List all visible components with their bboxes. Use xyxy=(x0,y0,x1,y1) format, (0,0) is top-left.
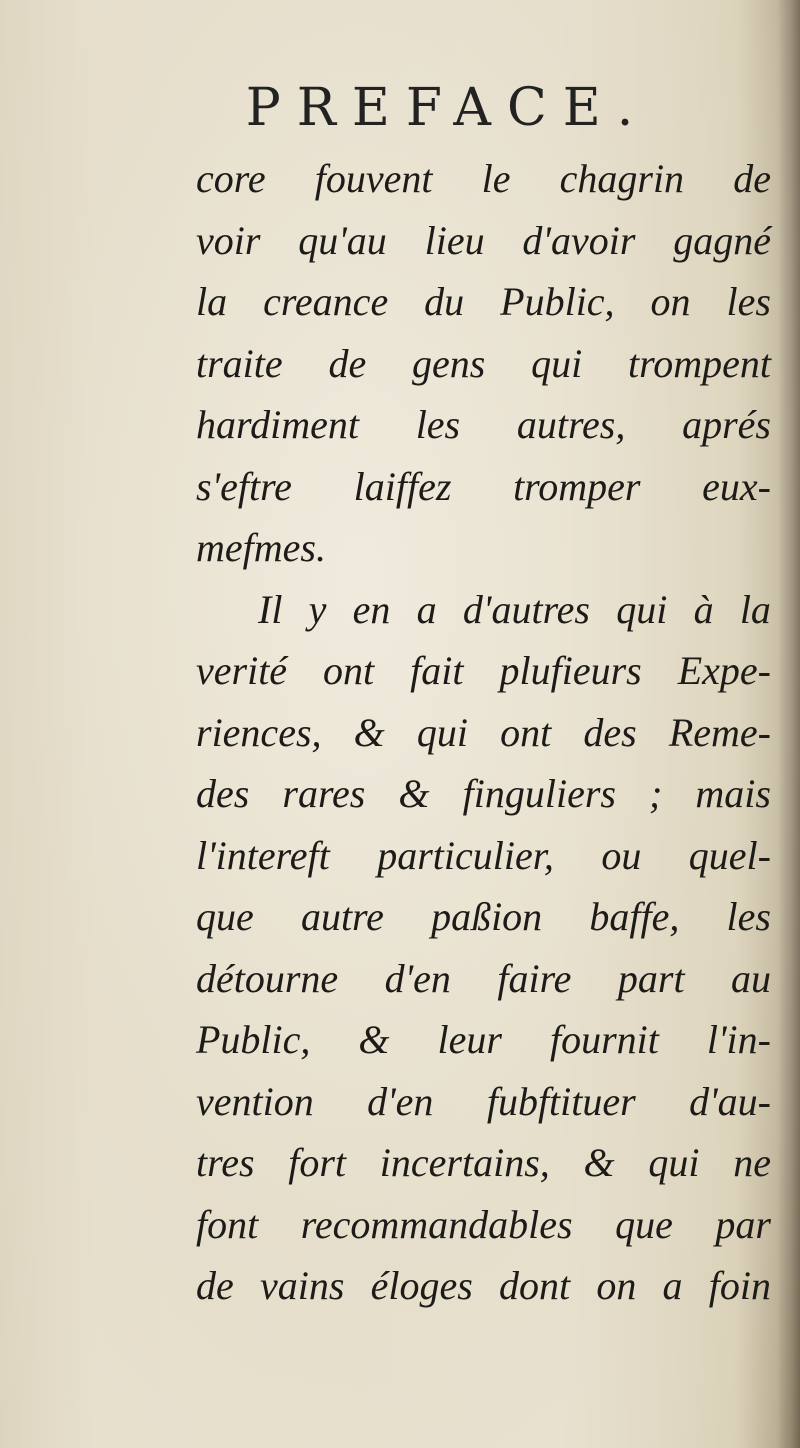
text-line xyxy=(196,148,771,210)
word: voir xyxy=(196,217,261,263)
word: a xyxy=(662,1263,683,1308)
word: aprés xyxy=(682,402,771,447)
word: hardiment xyxy=(196,402,359,447)
word: d'avoir xyxy=(522,217,636,263)
word: Reme- xyxy=(668,709,771,755)
text-line xyxy=(196,702,771,764)
word: verité xyxy=(196,648,288,693)
word: font xyxy=(196,1201,259,1247)
word: du xyxy=(424,279,465,324)
running-header: PREFACE. xyxy=(245,78,650,138)
word: des xyxy=(196,771,250,816)
word: faire xyxy=(497,955,572,1001)
text-line xyxy=(196,1132,771,1194)
word: particulier, xyxy=(377,832,554,878)
word: fubftituer xyxy=(486,1078,636,1124)
word: part xyxy=(617,955,685,1001)
word: d'en xyxy=(384,955,451,1001)
word: gens xyxy=(412,340,486,386)
word: incertains, xyxy=(379,1140,550,1185)
word: vains xyxy=(259,1263,345,1308)
word: l'in- xyxy=(706,1017,771,1062)
word: mais xyxy=(695,771,771,816)
word: fait xyxy=(410,648,464,693)
word: gagné xyxy=(673,217,771,263)
word: a xyxy=(416,586,437,632)
text-line xyxy=(196,271,771,333)
word: rares xyxy=(282,771,366,816)
word: ne xyxy=(733,1140,771,1185)
word: recommandables xyxy=(300,1201,573,1247)
word: ont xyxy=(500,709,552,755)
word: plufieurs xyxy=(499,648,642,693)
word: s'eftre xyxy=(196,463,292,509)
word: fort xyxy=(288,1140,347,1185)
word: que xyxy=(615,1201,673,1247)
text-line xyxy=(196,333,771,395)
word: core xyxy=(196,156,266,201)
text-line xyxy=(196,886,771,948)
word: finguliers xyxy=(462,771,616,816)
word: & xyxy=(358,1017,390,1062)
word: les xyxy=(415,402,461,447)
word: ou xyxy=(601,832,642,878)
word: autre xyxy=(300,894,384,939)
text-line xyxy=(196,210,771,272)
word: la xyxy=(739,586,771,632)
word: des xyxy=(583,709,637,755)
text-line xyxy=(196,640,771,702)
word: autres, xyxy=(516,402,626,447)
word: leur xyxy=(437,1017,502,1062)
word: trompent xyxy=(628,340,771,386)
word: paßion xyxy=(431,894,543,939)
word: tromper xyxy=(513,463,641,509)
word: Il xyxy=(258,586,283,632)
word: de xyxy=(328,340,367,386)
word: d'en xyxy=(367,1078,434,1124)
word: éloges xyxy=(370,1263,473,1308)
text-line xyxy=(196,1194,771,1256)
text-line xyxy=(196,825,771,887)
word: tres xyxy=(196,1140,255,1185)
word: Public, xyxy=(500,279,615,324)
text-line xyxy=(196,1071,771,1133)
word: y xyxy=(308,586,327,632)
text-line xyxy=(196,948,771,1010)
text-line xyxy=(196,517,771,579)
word: Public, xyxy=(196,1017,311,1062)
word: fournit xyxy=(549,1017,659,1062)
text-line xyxy=(196,456,771,518)
word: les xyxy=(726,894,771,939)
word: qui xyxy=(616,586,668,632)
word: la xyxy=(196,279,228,324)
word: mefmes. xyxy=(196,525,326,570)
word: on xyxy=(650,279,691,324)
word: par xyxy=(715,1201,771,1247)
word: lieu xyxy=(424,217,485,263)
word: baffe, xyxy=(589,894,680,939)
text-line xyxy=(196,1009,771,1071)
word: qu'au xyxy=(298,217,387,263)
word: l'intereft xyxy=(196,832,330,878)
word: qui xyxy=(416,709,469,755)
text-line xyxy=(196,1255,771,1317)
word: qui xyxy=(648,1140,700,1185)
word: détourne xyxy=(196,955,339,1001)
body-text xyxy=(196,148,771,1317)
word: traite xyxy=(196,340,283,386)
word: d'au- xyxy=(689,1078,771,1124)
page-edge-shadow xyxy=(778,0,800,1448)
word: foin xyxy=(708,1263,771,1308)
text-line xyxy=(196,394,771,456)
word: vention xyxy=(196,1078,314,1124)
text-line-paragraph-start xyxy=(196,579,771,641)
word: quel- xyxy=(688,832,771,878)
word: riences, xyxy=(196,709,322,755)
text-line xyxy=(196,763,771,825)
word: creance xyxy=(263,279,389,324)
word: on xyxy=(596,1263,637,1308)
word: dont xyxy=(499,1263,571,1308)
word: & xyxy=(398,771,430,816)
word: à xyxy=(693,586,714,632)
word: qui xyxy=(531,340,583,386)
word: le xyxy=(481,156,511,201)
word: d'autres xyxy=(462,586,590,632)
word: de xyxy=(196,1263,234,1308)
word: fouvent xyxy=(314,156,433,201)
word: eux- xyxy=(702,463,771,509)
word: chagrin xyxy=(559,156,685,201)
word: ont xyxy=(323,648,375,693)
word: que xyxy=(196,894,254,939)
word: en xyxy=(352,586,391,632)
word: Expe- xyxy=(677,648,771,693)
word: & xyxy=(583,1140,615,1185)
word: les xyxy=(726,279,771,324)
word: & xyxy=(353,709,385,755)
word: au xyxy=(731,955,771,1001)
word: ; xyxy=(649,771,663,816)
word: de xyxy=(733,156,771,201)
word: laiffez xyxy=(353,463,452,509)
